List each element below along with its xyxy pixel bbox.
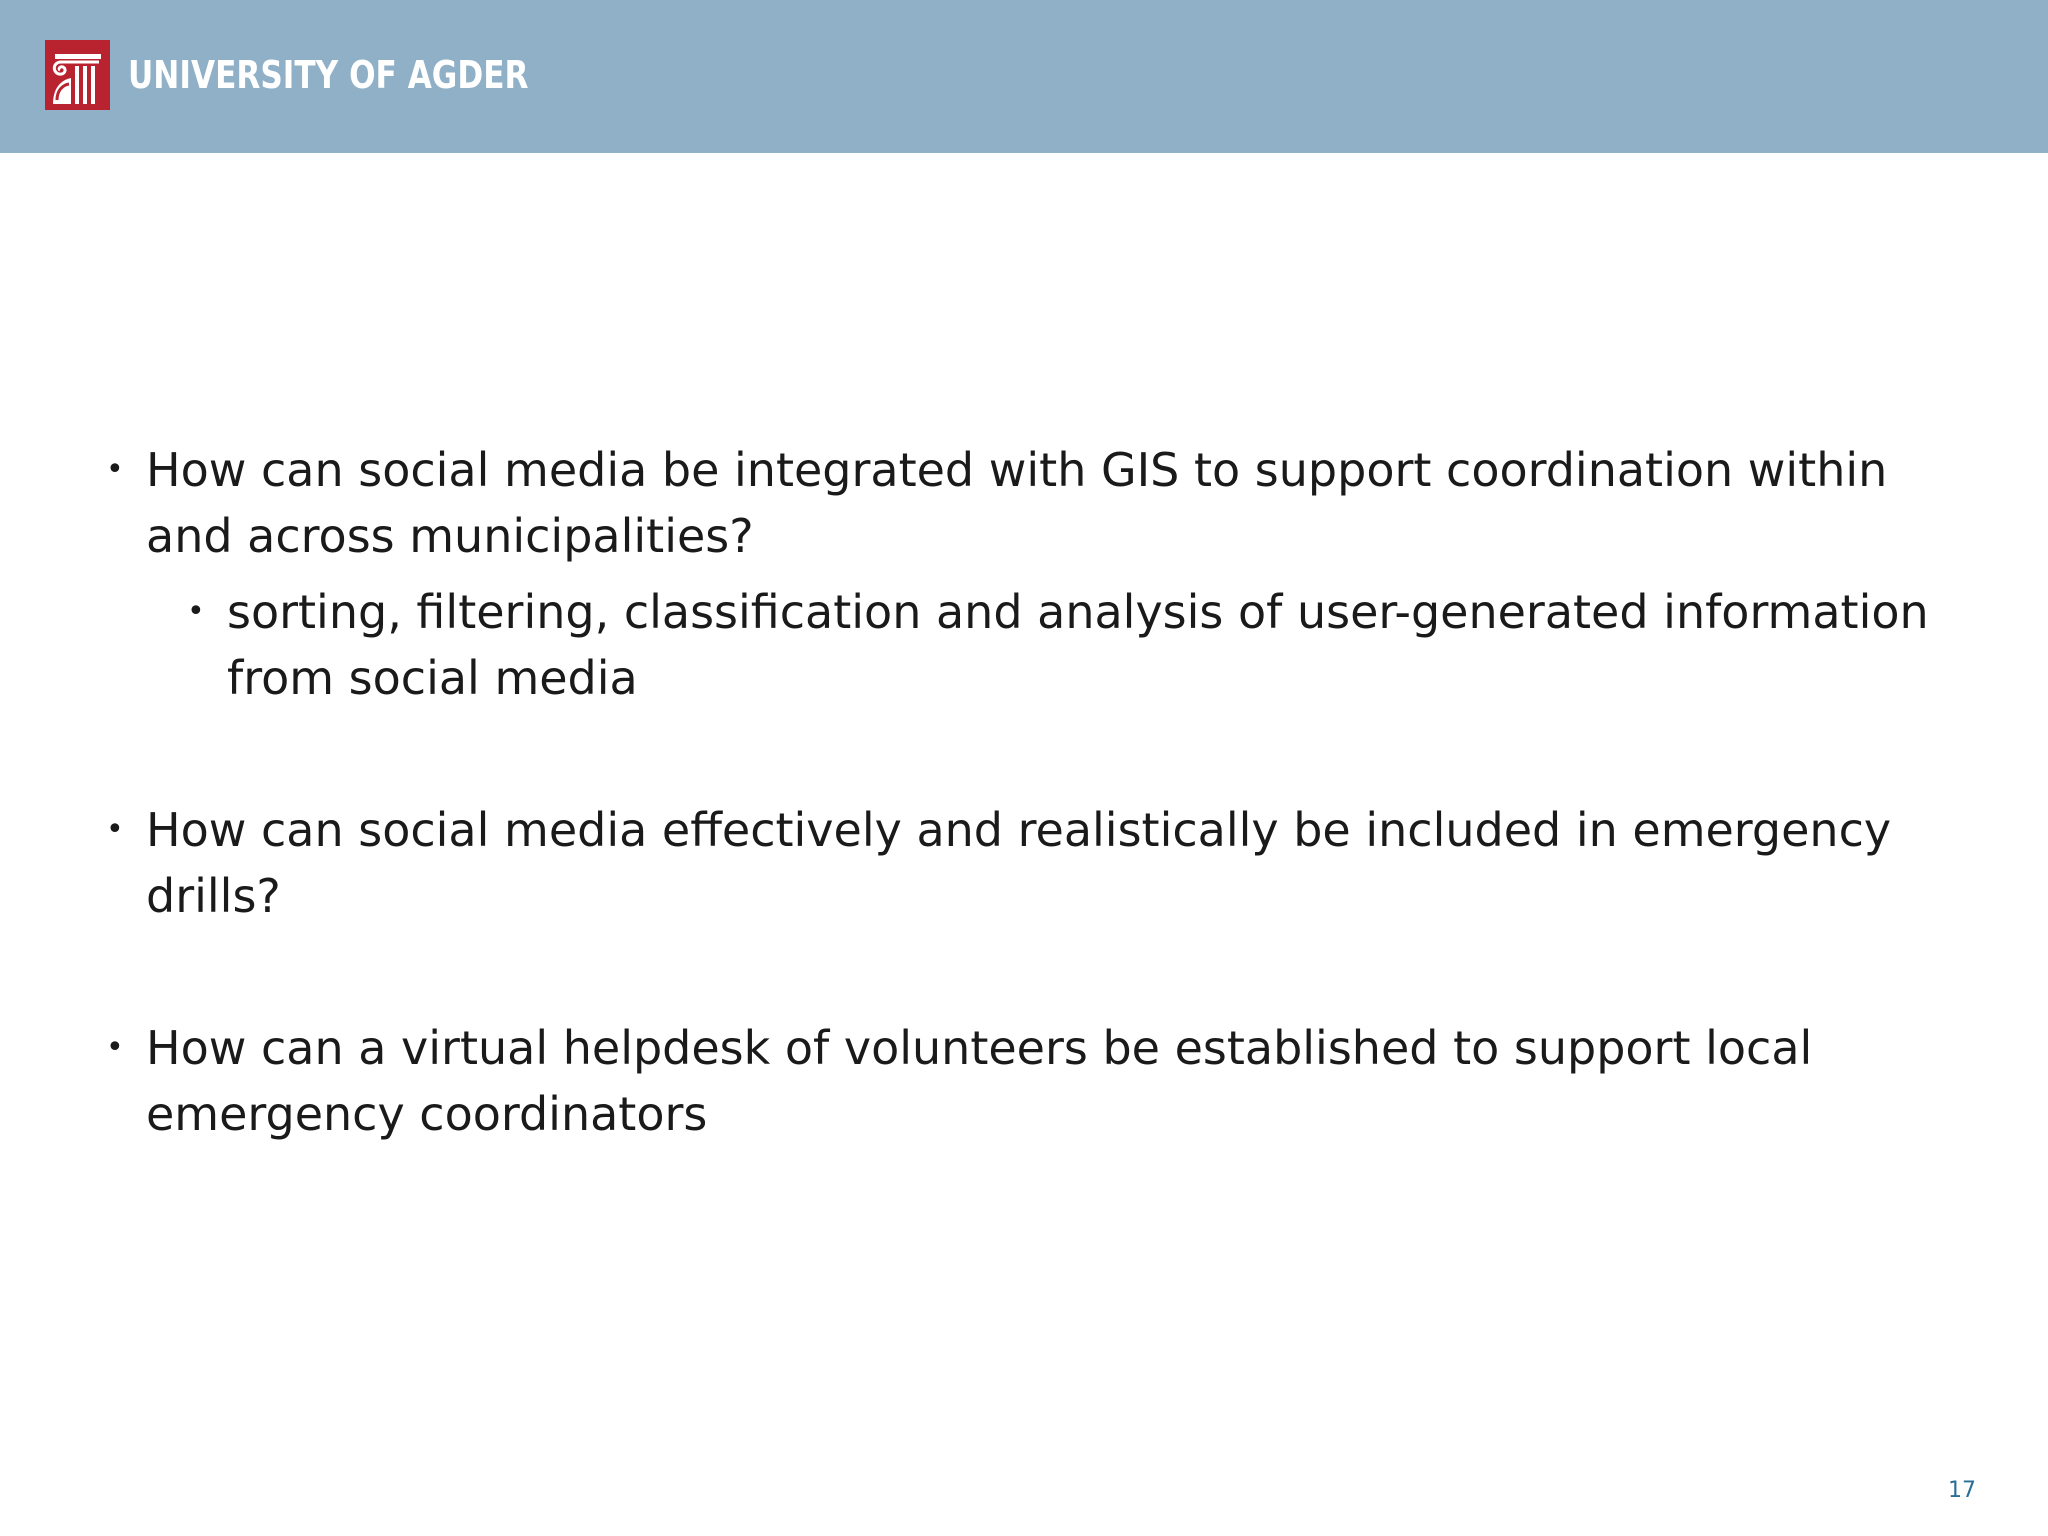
bullet-dot: • [106,812,124,847]
page-number: 17 [1948,1478,1976,1503]
sub-bullet-item [187,579,1987,711]
bullet-item [106,797,1946,929]
bullet-dot: • [187,594,205,629]
header-bar [0,0,2048,153]
bullet-text: How can social media be integrated with GIS to support coordination within and across municipalities? [146,443,1888,563]
bullet-text: How can social media effectively and realistically be included in emergency drills? [146,803,1892,923]
bullet-item [106,1015,1946,1147]
bullet-item [106,437,1946,569]
bullet-text: sorting, filtering, classification and analysis of user-generated information from social media [227,585,1929,705]
bullet-dot: • [106,452,124,487]
university-logo [45,40,616,110]
bullet-dot: • [106,1030,124,1065]
bullet-text: How can a virtual helpdesk of volunteers be established to support local emergency coordinators [146,1021,1813,1141]
university-seal-icon [45,40,110,110]
logo-text: UNIVERSITY OF AGDER [128,53,529,97]
